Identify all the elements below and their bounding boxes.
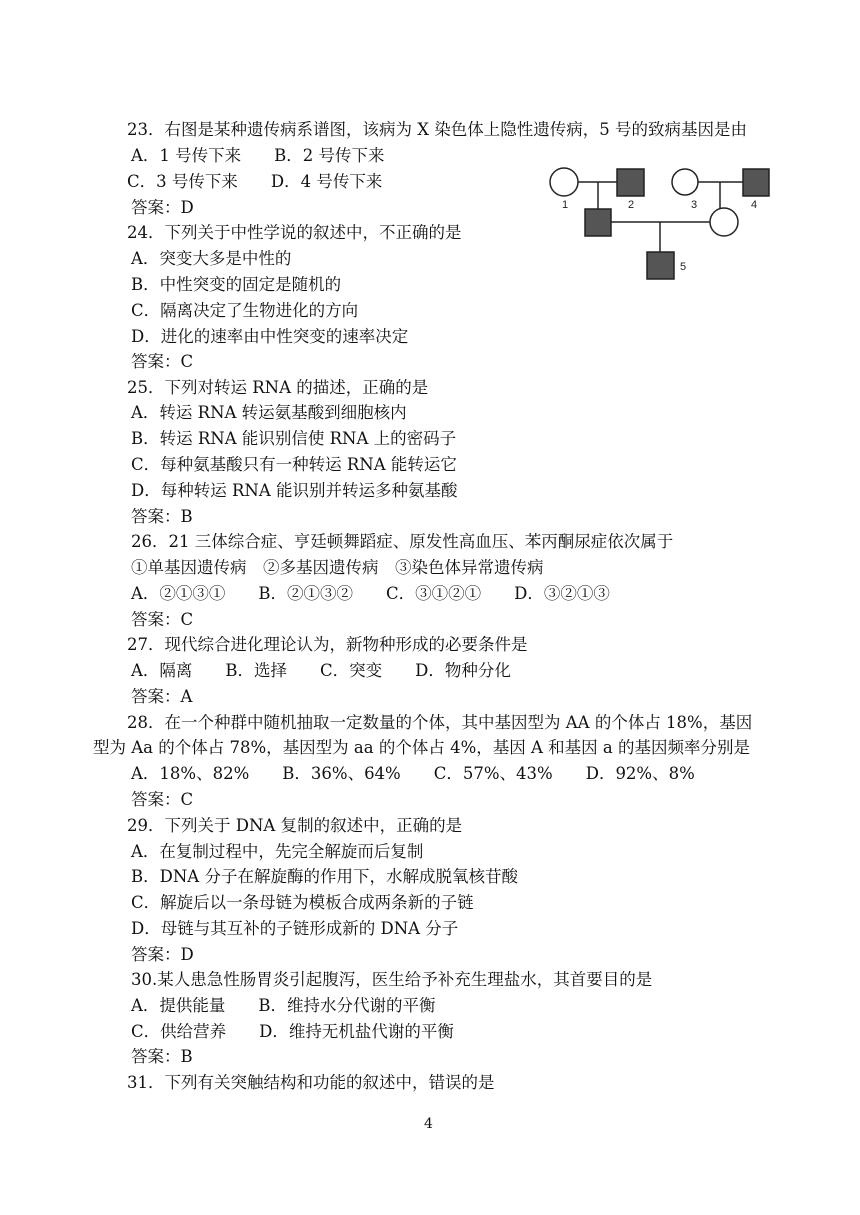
text-line: D．进化的速率由中性突变的速率决定 bbox=[131, 327, 409, 346]
text-line: A．突变大多是中性的 bbox=[131, 249, 292, 268]
text-line: 23．右图是某种遗传病系谱图，该病为 X 染色体上隐性遗传病，5 号的致病基因是由 bbox=[127, 120, 747, 139]
text-line: 25．下列对转运 RNA 的描述，正确的是 bbox=[127, 378, 429, 397]
text-line: 答案：D bbox=[131, 198, 194, 217]
pedigree-individual-6 bbox=[585, 209, 611, 236]
pedigree-label-2: 2 bbox=[628, 199, 635, 211]
pedigree-individual-2 bbox=[617, 169, 644, 196]
text-line: D．母链与其互补的子链形成新的 DNA 分子 bbox=[131, 919, 459, 938]
page-number: 4 bbox=[424, 1116, 433, 1132]
text-line: C．每种氨基酸只有一种转运 RNA 能转运它 bbox=[131, 455, 457, 474]
text-line: 26．21 三体综合症、亨廷顿舞蹈症、原发性高血压、苯丙酮尿症依次属于 bbox=[131, 532, 674, 551]
pedigree-label-4: 4 bbox=[751, 199, 758, 211]
pedigree-label-5: 5 bbox=[680, 261, 687, 273]
text-line: B．DNA 分子在解旋酶的作用下，水解成脱氧核苷酸 bbox=[131, 867, 518, 886]
pedigree-individual-7 bbox=[710, 208, 738, 236]
text-line: 答案：C bbox=[131, 610, 194, 629]
text-line: D．每种转运 RNA 能识别并转运多种氨基酸 bbox=[131, 481, 458, 500]
text-line: A．在复制过程中，先完全解旋而后复制 bbox=[131, 842, 424, 861]
text-line: C．解旋后以一条母链为模板合成两条新的子链 bbox=[131, 893, 474, 912]
text-line: C．3 号传下来 D．4 号传下来 bbox=[127, 172, 383, 191]
text-line: A．隔离 B．选择 C．突变 D．物种分化 bbox=[131, 661, 511, 680]
text-line: 答案：C bbox=[131, 352, 194, 371]
pedigree-individual-4 bbox=[743, 169, 769, 196]
text-line: 28．在一个种群中随机抽取一定数量的个体，其中基因型为 AA 的个体占 18%，基因 bbox=[127, 713, 753, 732]
pedigree-label-1: 1 bbox=[562, 199, 569, 211]
text-line: A．②①③① B．②①③② C．③①②① D．③②①③ bbox=[131, 584, 610, 603]
text-line: C．隔离决定了生物进化的方向 bbox=[131, 301, 359, 320]
text-line: ①单基因遗传病 ②多基因遗传病 ③染色体异常遗传病 bbox=[131, 558, 544, 577]
pedigree-label-3: 3 bbox=[691, 199, 698, 211]
text-line: 答案：D bbox=[131, 945, 194, 964]
text-line: 答案：A bbox=[131, 687, 193, 706]
text-line: 答案：B bbox=[131, 1047, 193, 1066]
text-line: A．18%、82% B．36%、64% C．57%、43% D．92%、8% bbox=[131, 764, 695, 783]
pedigree-chart bbox=[548, 162, 778, 280]
pedigree-individual-5 bbox=[647, 252, 674, 279]
text-line: A．转运 RNA 转运氨基酸到细胞核内 bbox=[131, 403, 407, 422]
text-line: 答案：B bbox=[131, 507, 193, 526]
text-line: A．提供能量 B．维持水分代谢的平衡 bbox=[131, 996, 436, 1015]
text-line: 型为 Aa 的个体占 78%，基因型为 aa 的个体占 4%，基因 A 和基因 a 的基因频率分别是 bbox=[93, 738, 750, 757]
pedigree-individual-1 bbox=[550, 168, 578, 196]
text-line: C．供给营养 D．维持无机盐代谢的平衡 bbox=[131, 1022, 454, 1041]
text-line: 27．现代综合进化理论认为，新物种形成的必要条件是 bbox=[127, 635, 528, 654]
text-line: B．中性突变的固定是随机的 bbox=[131, 275, 342, 294]
text-line: 30.某人患急性肠胃炎引起腹泻，医生给予补充生理盐水，其首要目的是 bbox=[131, 970, 653, 989]
text-line: 29．下列关于 DNA 复制的叙述中，正确的是 bbox=[127, 816, 463, 835]
text-line: A．1 号传下来 B．2 号传下来 bbox=[131, 146, 385, 165]
text-line: B．转运 RNA 能识别信使 RNA 上的密码子 bbox=[131, 429, 457, 448]
text-line: 答案：C bbox=[131, 790, 194, 809]
text-line: 24．下列关于中性学说的叙述中，不正确的是 bbox=[127, 223, 462, 242]
pedigree-individual-3 bbox=[672, 169, 698, 195]
text-line: 31．下列有关突触结构和功能的叙述中，错误的是 bbox=[127, 1073, 495, 1092]
